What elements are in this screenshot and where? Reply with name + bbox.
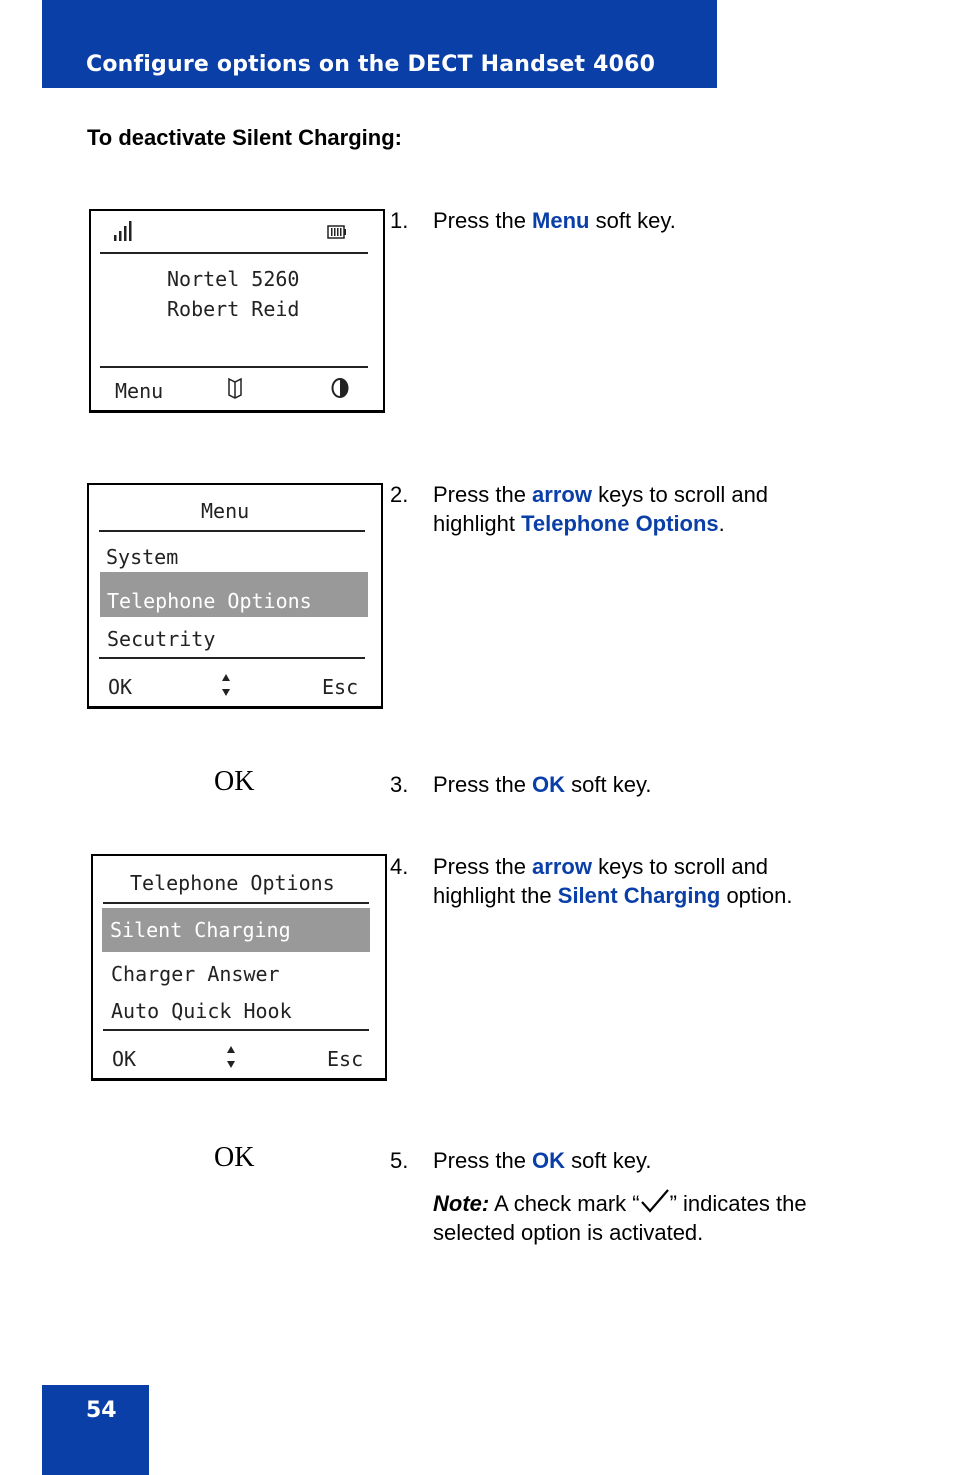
step-text: highlight: [433, 511, 522, 536]
step-keyword: OK: [532, 772, 566, 797]
step-text: option.: [720, 883, 793, 908]
step-number: 3.: [390, 772, 409, 797]
note-text: selected option is activated.: [433, 1220, 704, 1245]
softkey-esc[interactable]: Esc: [322, 675, 359, 699]
softkey-esc[interactable]: Esc: [327, 1047, 364, 1071]
step-number: 4.: [390, 854, 409, 879]
softkey-ok[interactable]: OK: [112, 1047, 137, 1071]
step-number: 2.: [390, 482, 409, 507]
menu-item-system[interactable]: System: [106, 545, 179, 569]
menu-item-silent-charging-selected[interactable]: [102, 908, 370, 952]
menu-item-charger-answer[interactable]: Charger Answer: [111, 962, 280, 986]
screen-title: Telephone Options: [130, 871, 335, 895]
phonebook-icon[interactable]: [227, 376, 243, 400]
signal-strength-icon: [113, 221, 133, 243]
handset-screen-idle: [89, 209, 385, 413]
step-keyword: arrow: [532, 854, 592, 879]
step-text: .: [718, 511, 725, 536]
step-text: highlight the: [433, 883, 558, 908]
page-number: 54: [86, 1398, 117, 1423]
step-keyword: arrow: [532, 482, 592, 507]
step-number: 1.: [390, 208, 409, 233]
note: [433, 1188, 807, 1247]
step-text: soft key.: [565, 772, 652, 797]
handset-screen-telephone-options: [91, 854, 387, 1081]
step-text: Press the: [433, 1148, 533, 1173]
battery-icon: [327, 225, 347, 239]
divider: [99, 657, 365, 659]
check-mark-icon: [640, 1188, 670, 1214]
contrast-icon[interactable]: [330, 377, 350, 399]
step-text: Press the: [433, 772, 533, 797]
divider: [103, 902, 369, 904]
step-text: soft key.: [589, 208, 676, 233]
scroll-arrows-icon: [221, 673, 231, 697]
softkey-menu[interactable]: Menu: [115, 379, 164, 403]
step-keyword: OK: [532, 1148, 566, 1173]
divider: [100, 366, 368, 368]
step-keyword: Menu: [532, 208, 590, 233]
step-text: Press the: [433, 482, 533, 507]
divider: [100, 252, 368, 254]
step-text: Press the: [433, 854, 533, 879]
step-keyword: Silent Charging: [557, 883, 721, 908]
page-header-title: Configure options on the DECT Handset 4060: [86, 52, 656, 77]
note-text: A check mark “: [489, 1191, 640, 1216]
menu-item-label: Silent Charging: [110, 918, 291, 942]
step-text: keys to scroll and: [591, 482, 769, 507]
step-keyword: Telephone Options: [521, 511, 719, 536]
softkey-ok[interactable]: OK: [108, 675, 133, 699]
handset-model-text: Nortel 5260: [167, 267, 300, 291]
note-label: Note:: [433, 1191, 490, 1216]
ok-softkey-label: OK: [214, 766, 255, 797]
scroll-arrows-icon: [226, 1045, 236, 1069]
step-text: keys to scroll and: [591, 854, 769, 879]
divider: [99, 530, 365, 532]
user-name-text: Robert Reid: [167, 297, 300, 321]
ok-softkey-label: OK: [214, 1142, 255, 1173]
step-number: 5.: [390, 1148, 409, 1173]
screen-title: Menu: [201, 499, 250, 523]
note-text: ” indicates the: [669, 1191, 807, 1216]
step-text: soft key.: [565, 1148, 652, 1173]
handset-screen-menu: [87, 483, 383, 709]
menu-item-label: Telephone Options: [107, 589, 312, 613]
divider: [103, 1029, 369, 1031]
section-heading: To deactivate Silent Charging:: [87, 125, 402, 150]
menu-item-auto-quick-hook[interactable]: Auto Quick Hook: [111, 999, 292, 1023]
menu-item-telephone-options-selected[interactable]: [100, 572, 368, 617]
menu-item-security[interactable]: Secutrity: [107, 627, 216, 651]
step-text: Press the: [433, 208, 533, 233]
